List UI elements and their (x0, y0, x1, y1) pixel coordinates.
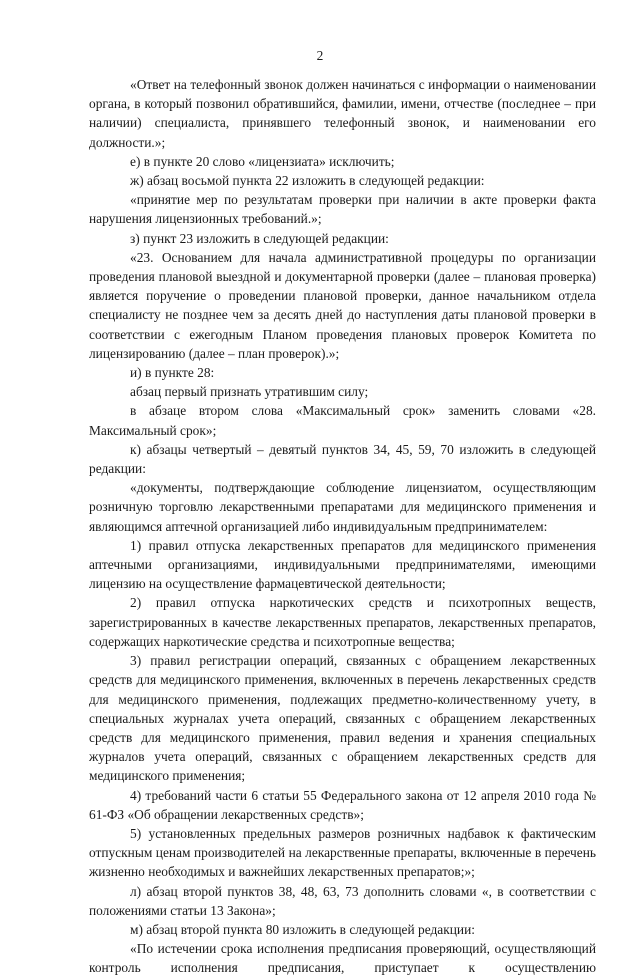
paragraph-item-i-first: абзац первый признать утратившим силу; (130, 384, 369, 400)
paragraph-item-i-second: в абзаце втором слова «Максимальный срок» заменить словами «28. Максимальный срок»; (89, 403, 596, 438)
paragraph-item-m: м) абзац второй пункта 80 изложить в следующей редакции: (130, 921, 475, 937)
paragraph-item-i: и) в пункте 28: (130, 365, 215, 381)
paragraph-item-z: з) пункт 23 изложить в следующей редакции: (130, 230, 389, 246)
paragraph-list-2: 2) правил отпуска наркотических средств и психотропных веществ, зарегистрированных в качестве лекарственных препаратов, лекарственных препаратов, содержащих наркотические средства и психотропные вещества; (89, 595, 596, 649)
paragraph-list-3: 3) правил регистрации операций, связанных с обращением лекарственных средств для медицинского применения, включенных в перечень лекарственных средств для медицинского применения, подлежащих предметно-количественному учету, в специальных журналах учета операций, связанных с обращением лекарственных средств для медицинского применения, правил ведения и хранения специальных журналов учета операций, связанных с обращением лекарственных средств для медицинского применения; (89, 653, 596, 784)
paragraph-item-zh-text: «принятие мер по результатам проверки при наличии в акте проверки факта нарушения лицензионных требований.»; (89, 192, 596, 227)
paragraph-item-k: к) абзацы четвертый – девятый пунктов 34, 45, 59, 70 изложить в следующей редакции: (89, 441, 596, 477)
page-number: 2 (316, 48, 324, 63)
paragraph-item-23-text: «23. Основанием для начала административной процедуры по организации проведения плановой выездной и документарной проверки (далее – плановая проверка) является поручение о проведении плановой проверки, данное начальником отдела специалисту не позднее чем за десять дней до наступления даты плановой проверки в соответствии с ежегодным Планом проведения плановых проверок Комитета по лицензированию (далее – план проверок).»; (89, 249, 596, 361)
paragraph-item-m-text: «По истечении срока исполнения предписания проверяющий, осуществляющий контроль исполнения предписания, приступает к осуществлению (89, 941, 596, 976)
paragraph-list-4: 4) требований части 6 статьи 55 Федерального закона от 12 апреля 2010 года № 61-ФЗ «Об обращении лекарственных средств»; (89, 787, 596, 822)
paragraph-item-e: е) в пункте 20 слово «лицензиата» исключить; (130, 153, 395, 169)
paragraph-list-1: 1) правил отпуска лекарственных препаратов для медицинского применения аптечными организациями, индивидуальными предпринимателями, имеющими лицензию на осуществление фармацевтической деятельности; (89, 537, 596, 592)
paragraph-item-l: л) абзац второй пунктов 38, 48, 63, 73 дополнить словами «, в соответствии с положениями статьи 13 Закона»; (89, 883, 596, 918)
paragraph-answer-phone-call: «Ответ на телефонный звонок должен начинаться с информации о наименовании органа, в который позвонил обратившийся, фамилии, имени, отчестве (последнее – при наличии) специалиста, принявшего телефонный звонок, и наименовании его должности.»; (89, 77, 596, 150)
document-body (89, 75, 596, 978)
paragraph-documents: «документы, подтверждающие соблюдение лицензиатом, осуществляющим розничную торговлю лекарственными препаратами для медицинского применения и являющимся аптечной организацией либо индивидуальным предпринимателем: (89, 480, 596, 534)
paragraph-list-5: 5) установленных предельных размеров розничных надбавок к фактическим отпускным ценам производителей на лекарственные препараты, включенные в перечень жизненно необходимых и важнейших лекарственных препаратов;»; (89, 825, 596, 880)
paragraph-item-zh: ж) абзац восьмой пункта 22 изложить в следующей редакции: (130, 173, 485, 189)
